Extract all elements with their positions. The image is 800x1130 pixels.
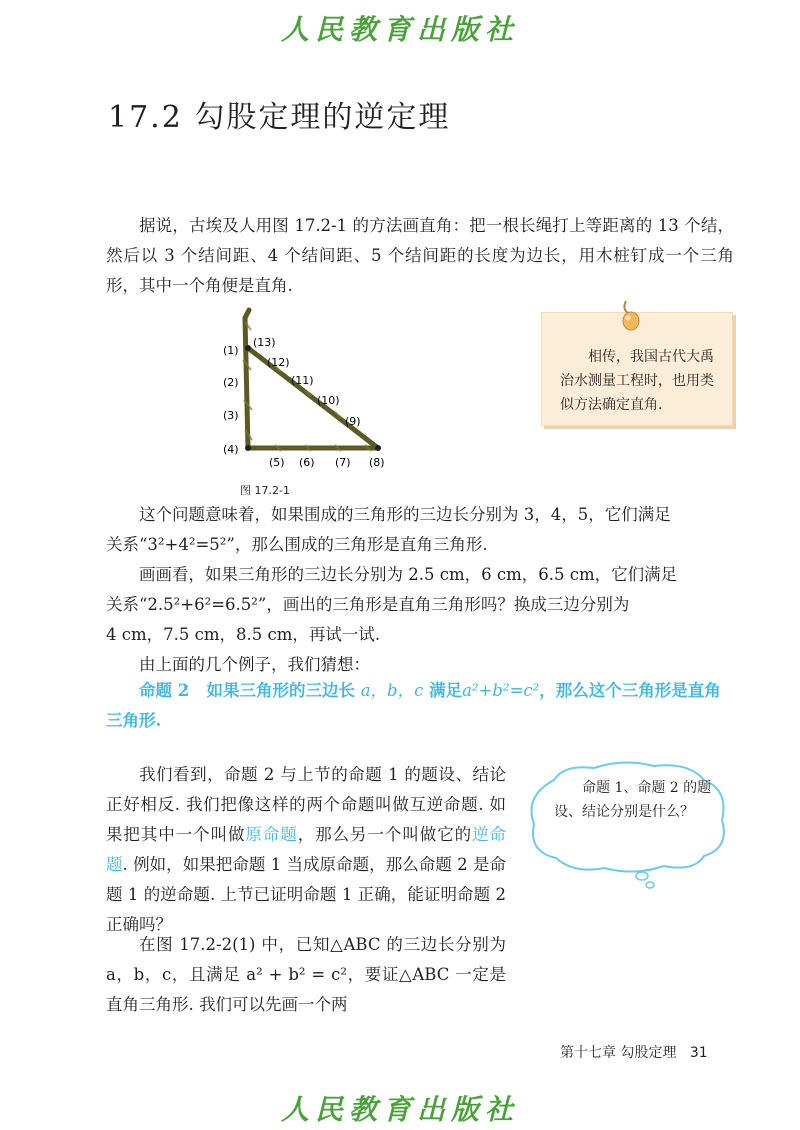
knot-marker bbox=[245, 445, 251, 451]
converse-paragraph bbox=[106, 760, 506, 940]
knot-label: (9) bbox=[345, 415, 361, 428]
knot-label: (8) bbox=[369, 456, 385, 469]
page-footer bbox=[560, 1042, 708, 1062]
paragraph-text: . 例如，如果把命题 1 当成原命题，那么命题 2 是命题 1 的逆命题. 上节已证明命题 1 正确，能证明命题 2 正确吗？ bbox=[106, 855, 507, 934]
section-title: 17.2 勾股定理的逆定理 bbox=[108, 100, 451, 135]
pin-icon bbox=[620, 299, 642, 333]
proposition-text: 满足 bbox=[423, 681, 463, 700]
paragraph: 关系“3²+4²=5²”，那么围成的三角形是直角三角形. bbox=[106, 535, 488, 554]
knot-label: (7) bbox=[335, 456, 351, 469]
knot-label: (2) bbox=[223, 376, 239, 389]
knot-label: (6) bbox=[299, 456, 315, 469]
knot-label: (3) bbox=[223, 409, 239, 422]
paragraph: 画画看，如果三角形的三边长分别为 2.5 cm，6 cm，6.5 cm，它们满足 bbox=[139, 565, 678, 584]
proposition-label: 命题 2 bbox=[139, 681, 190, 700]
thought-cloud-text: 命题 1、命题 2 的题设、结论分别是什么？ bbox=[554, 780, 712, 820]
side-note bbox=[541, 312, 733, 426]
paragraph: 在图 17.2-2(1) 中，已知△ABC 的三边长分别为 a，b，c，且满足 a² + b² = c²，要证△ABC 一定是直角三角形. 我们可以先画一个两 bbox=[106, 935, 506, 1014]
knot-label: (13) bbox=[253, 336, 276, 349]
paragraph-text: ，那么另一个叫做它的 bbox=[297, 825, 473, 844]
knot-label: (11) bbox=[291, 374, 314, 387]
knot-marker bbox=[245, 345, 251, 351]
knot-marker bbox=[375, 445, 381, 451]
intro-paragraph: 据说，古埃及人用图 17.2-1 的方法画直角：把一根长绳打上等距离的 13 个结，然后以 3 个结间距、4 个结间距、5 个结间距的长度为边长，用木桩钉成一个三角形，其中一个角便是直角. bbox=[106, 216, 734, 295]
figure-caption: 图 17.2-1 bbox=[240, 484, 290, 497]
rope-triangle-figure bbox=[215, 300, 405, 475]
paragraph-text: 我们看到，命题 2 与上节的命题 1 的题设、结论正好相反. 我们把像这样的两个命题叫做互逆命题. 如果把其中一个叫做 bbox=[106, 765, 506, 844]
term-original-proposition: 原命题 bbox=[245, 825, 298, 844]
knot-label: (12) bbox=[267, 356, 290, 369]
knot-label: (5) bbox=[269, 456, 285, 469]
knot-label: (10) bbox=[317, 394, 340, 407]
proposition-text: 如果三角形的三边长 bbox=[206, 681, 361, 700]
page-number: 31 bbox=[689, 1045, 708, 1061]
paragraph: 4 cm，7.5 cm，8.5 cm，再试一试. bbox=[106, 625, 381, 644]
term-converse-proposition: 逆命题 bbox=[106, 825, 507, 874]
paragraph: 由上面的几个例子，我们猜想： bbox=[139, 655, 370, 674]
proposition-vars: a，b，c bbox=[360, 681, 424, 700]
publisher-logo: 人民教育出版社 bbox=[280, 13, 519, 46]
publisher-logo-bottom: 人民教育出版社 bbox=[280, 1093, 519, 1126]
paragraph: 关系“2.5²+6²=6.5²”，画出的三角形是直角三角形吗？换成三边分别为 bbox=[106, 595, 630, 614]
proposition-formula: a²+b²=c² bbox=[462, 681, 540, 700]
knot-label: (1) bbox=[223, 344, 239, 357]
paragraph: 这个问题意味着，如果围成的三角形的三边长分别为 3，4，5，它们满足 bbox=[139, 505, 671, 524]
knot-label: (4) bbox=[223, 443, 239, 456]
side-note-text: 相传，我国古代大禹治水测量工程时，也用类似方法确定直角. bbox=[560, 349, 714, 413]
proposition-text: ，那么这个三角形是直角三角形. bbox=[106, 681, 721, 730]
proposition-2 bbox=[106, 676, 734, 736]
chapter-title: 第十七章 勾股定理 bbox=[560, 1045, 677, 1061]
